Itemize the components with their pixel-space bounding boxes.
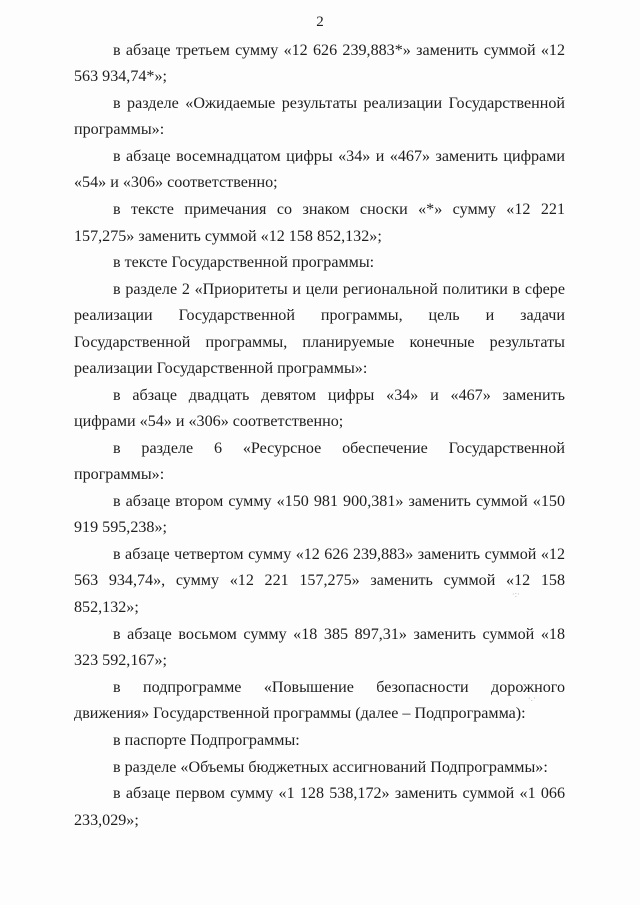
scan-artifact: ·:· [512,590,520,599]
paragraph-6: в разделе 2 «Приоритеты и цели региональной политики в сфере реализации Государственной программы, цель и задачи Государственной программы, планируемые конечные результаты реализации Государственной программы»: [74,281,565,378]
paragraph-13: в паспорте Подпрограммы: [113,731,300,749]
scan-artifact: ·.· [528,694,536,703]
paragraph-8: в разделе 6 «Ресурсное обеспечение Государственной программы»: [74,439,565,484]
paragraph-4: в тексте примечания со знаком сноски «*» сумму «12 221 157,275» заменить суммой «12 158 852,132»; [74,201,565,245]
paragraph-7: в абзаце двадцать девятом цифры «34» и «467» заменить цифрами «54» и «306» соответственно; [74,386,565,431]
paragraph-11: в абзаце восьмом сумму «18 385 897,31» заменить суммой «18 323 592,167»; [74,625,565,669]
paragraph-3: в абзаце восемнадцатом цифры «34» и «467» заменить цифрами «54» и «306» соответственно; [74,148,565,192]
paragraph-1: в абзаце третьем сумму «12 626 239,883*» заменить суммой «12 563 934,74*»; [74,42,565,86]
paragraph-14: в разделе «Объемы бюджетных ассигнований Подпрограммы»: [113,758,548,776]
paragraph-15: в абзаце первом сумму «1 128 538,172» заменить суммой «1 066 233,029»; [74,785,565,829]
paragraph-5: в тексте Государственной программы: [113,254,375,272]
paragraph-12: в подпрограмме «Повышение безопасности дорожного движения» Государственной программы (далее – Подпрограмма): [74,678,565,722]
paragraph-10: в абзаце четвертом сумму «12 626 239,883» заменить суммой «12 563 934,74», сумму «12 221 157,275» заменить суммой «12 158 852,132»; [74,546,565,616]
document-body [74,38,565,834]
paragraph-9: в абзаце втором сумму «150 981 900,381» заменить суммой «150 919 595,238»; [74,493,565,537]
page-number: 2 [316,14,324,30]
paragraph-2: в разделе «Ожидаемые результаты реализации Государственной программы»: [74,95,565,139]
